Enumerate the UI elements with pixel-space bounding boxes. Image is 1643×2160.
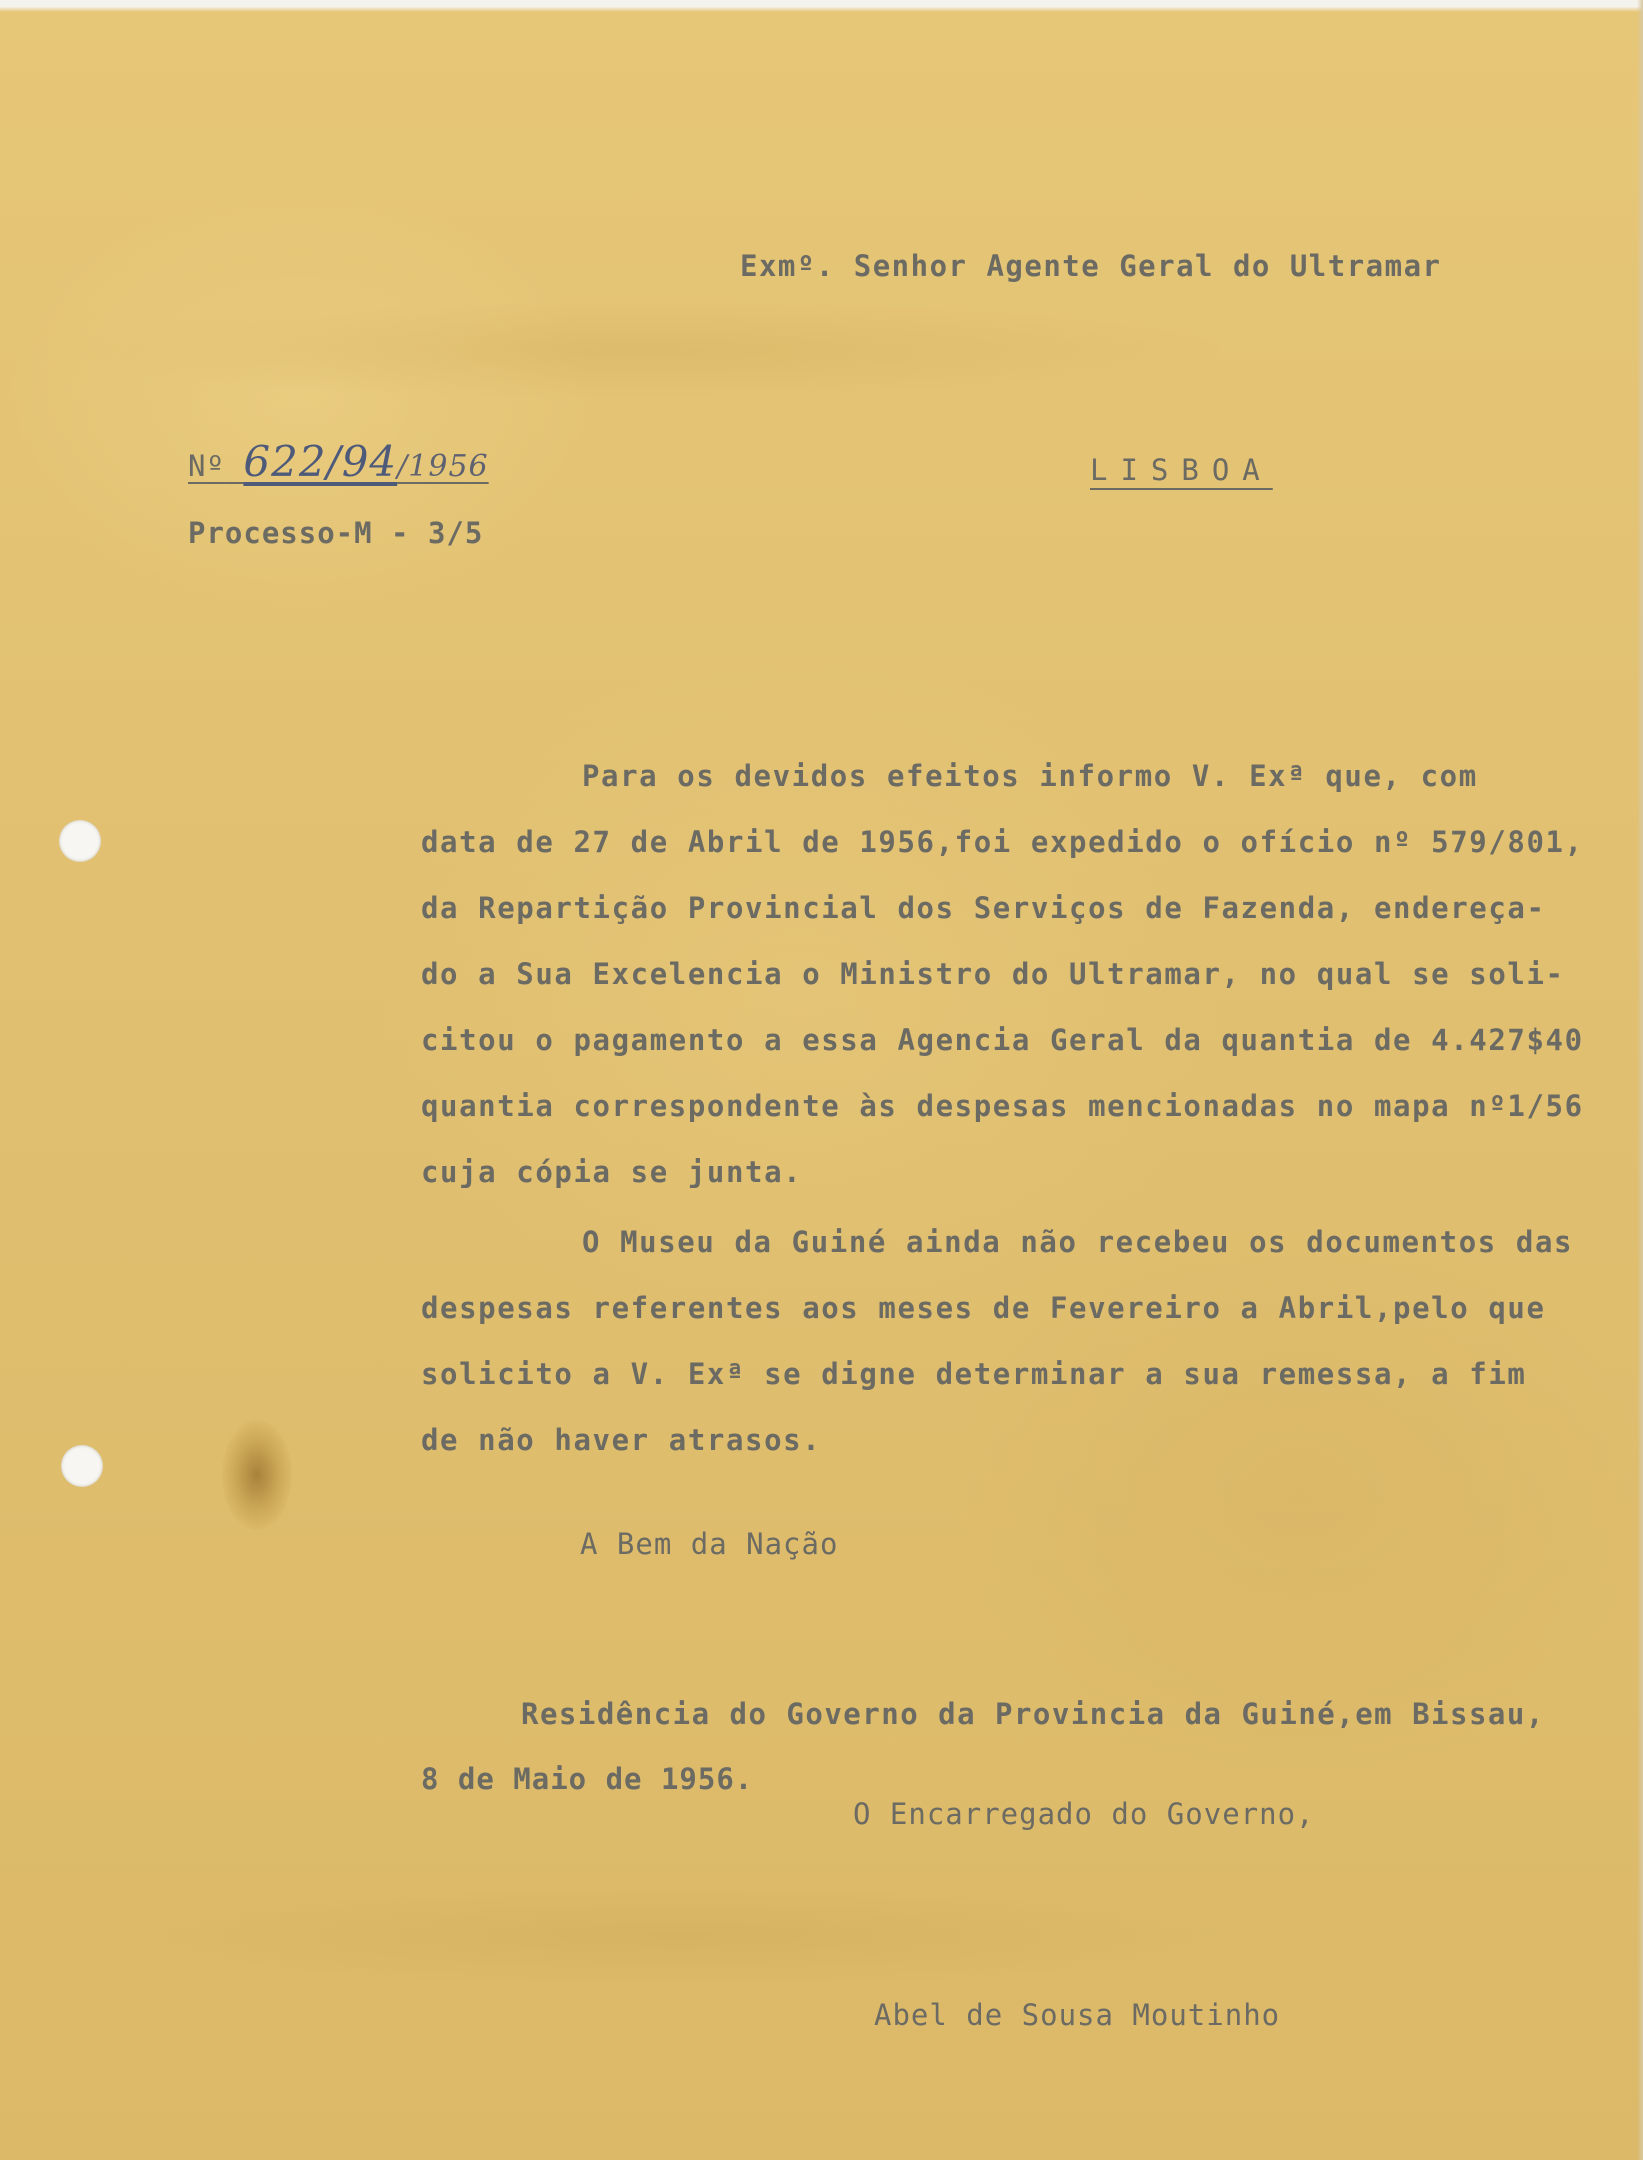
reference-number — [188, 437, 489, 486]
body-line: O Museu da Guiné ainda não recebeu os documentos das — [582, 1225, 1574, 1259]
date-line: 8 de Maio de 1956. — [421, 1762, 754, 1796]
signatory-role: O Encarregado do Governo, — [853, 1797, 1315, 1831]
body-line: solicito a V. Exª se digne determinar a sua remessa, a fim — [421, 1357, 1527, 1391]
punch-hole — [59, 820, 101, 862]
body-line: da Repartição Provincial dos Serviços de Fazenda, endereça- — [421, 891, 1546, 925]
body-line: cuja cópia se junta. — [421, 1155, 803, 1189]
paper-stain — [222, 1420, 292, 1530]
body-line: Para os devidos efeitos informo V. Exª que, com — [582, 759, 1478, 793]
addressee-line: Exmº. Senhor Agente Geral do Ultramar — [740, 249, 1442, 283]
reference-prefix: Nº — [188, 449, 225, 483]
body-line: citou o pagamento a essa Agencia Geral da quantia de 4.427$40 — [421, 1023, 1584, 1057]
body-line: de não haver atrasos. — [421, 1423, 822, 1457]
body-line: do a Sua Excelencia o Ministro do Ultramar, no qual se soli- — [421, 957, 1565, 991]
farewell-line: A Bem da Nação — [580, 1527, 839, 1561]
body-line: quantia correspondente às despesas mencionadas no mapa nº1/56 — [421, 1089, 1584, 1123]
paper-right-edge — [1637, 0, 1643, 2160]
paper-stain — [80, 1880, 1280, 1990]
body-line: data de 27 de Abril de 1956,foi expedido o ofício nº 579/801, — [421, 825, 1584, 859]
handwritten-reference: 622/94 — [243, 437, 398, 486]
process-number: Processo-M - 3/5 — [188, 516, 484, 550]
punch-hole — [61, 1445, 103, 1487]
place-line: Residência do Governo da Provincia da Guiné,em Bissau, — [521, 1697, 1545, 1731]
paper-stain — [40, 300, 1240, 400]
city-heading: LISBOA — [1090, 453, 1273, 487]
body-line: despesas referentes aos meses de Fevereiro a Abril,pelo que — [421, 1291, 1546, 1325]
paper-top-edge — [0, 0, 1643, 12]
signatory-name: Abel de Sousa Moutinho — [874, 1998, 1281, 2032]
reference-year: /1956 — [397, 449, 489, 484]
